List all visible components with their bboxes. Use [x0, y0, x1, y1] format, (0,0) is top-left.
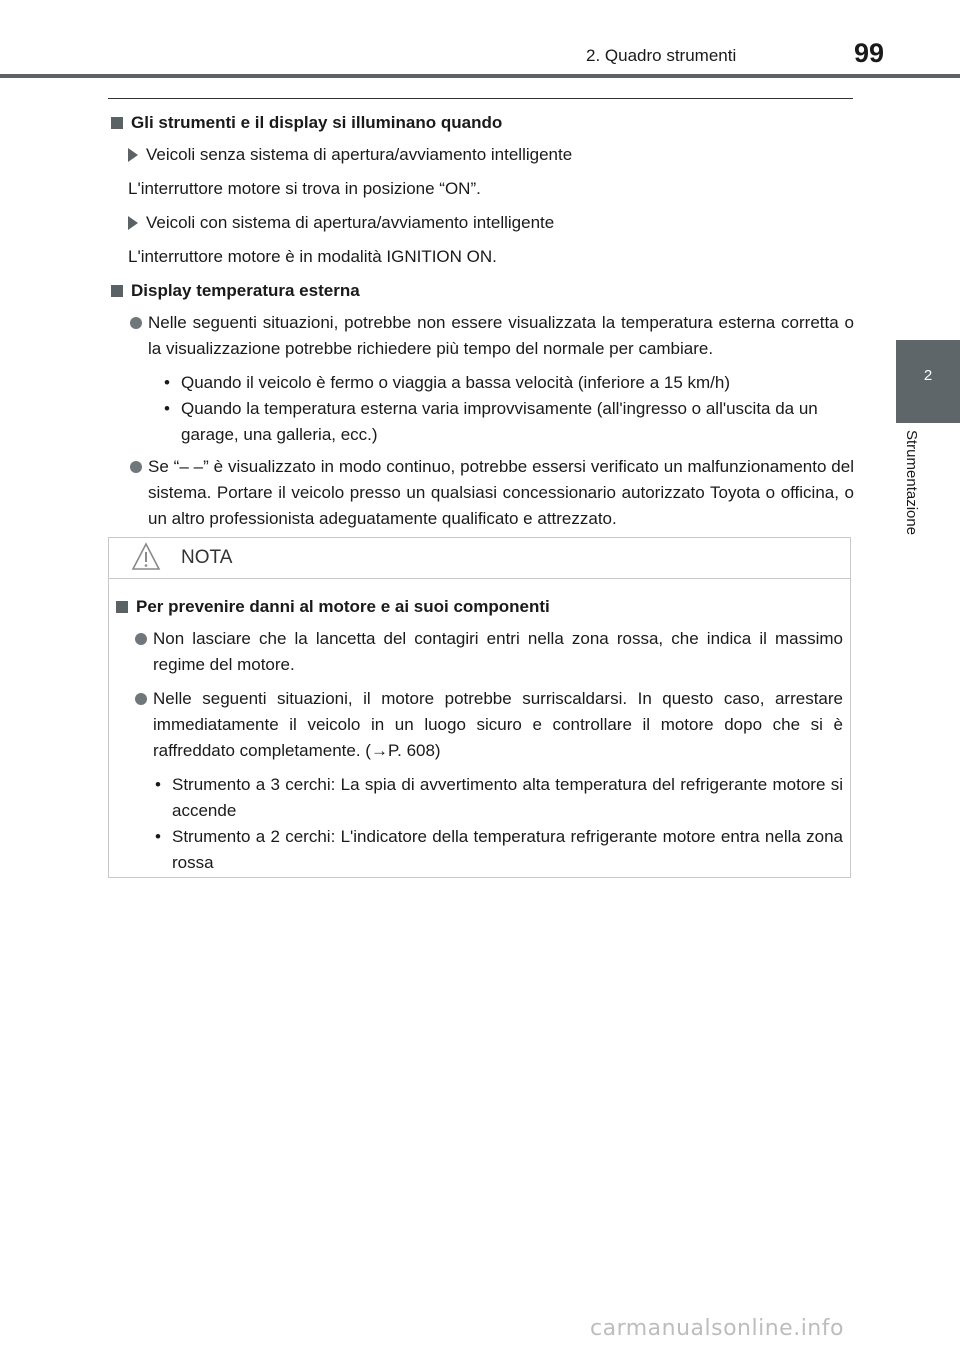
paragraph: L'interruttore motore è in modalità IGNITION ON. — [128, 247, 497, 266]
heading-text: Display temperatura esterna — [131, 281, 360, 300]
main-content — [108, 110, 854, 540]
page-number: 99 — [854, 38, 885, 68]
square-bullet-icon — [111, 117, 123, 129]
bullet-text: Quando il veicolo è fermo o viaggia a bassa velocità (inferiore a 15 km/h) — [181, 373, 731, 392]
bullet-text: Quando la temperatura esterna varia improvvisamente (all'ingresso o all'uscita da un garage, una galleria, ecc.) — [181, 399, 818, 444]
section-heading — [113, 594, 843, 620]
list-item — [108, 210, 854, 236]
warning-triangle-icon — [131, 542, 161, 572]
circle-bullet-icon — [135, 633, 147, 645]
circle-bullet-icon — [130, 317, 142, 329]
list-item — [113, 686, 843, 764]
heading-text: Per prevenire danni al motore e ai suoi componenti — [136, 597, 550, 616]
header-bar — [0, 74, 960, 78]
chapter-label: Strumentazione — [903, 430, 920, 536]
list-item — [108, 142, 854, 168]
arrow-right-icon — [128, 148, 138, 162]
circle-bullet-icon — [135, 693, 147, 705]
bullet-item: • Quando il veicolo è fermo o viaggia a bassa velocità (inferiore a 15 km/h) — [164, 370, 854, 396]
watermark: carmanualsonline.info — [590, 1316, 844, 1341]
item-text: Non lasciare che la lancetta del contagiri entri nella zona rossa, che indica il massimo regime del motore. — [153, 629, 843, 674]
square-bullet-icon — [116, 601, 128, 613]
bullet-item: • Quando la temperatura esterna varia improvvisamente (all'ingresso o all'uscita da un garage, una galleria, ecc.) — [164, 396, 854, 448]
list-item — [113, 626, 843, 678]
bullet-item: • Strumento a 2 cerchi: L'indicatore della temperatura refrigerante motore entra nella zona rossa — [155, 824, 843, 876]
nota-box — [108, 537, 851, 878]
item-text: Se “– –” è visualizzato in modo continuo, potrebbe essersi verificato un malfunzionamento del sistema. Portare il veicolo presso un qualsiasi concessionario autorizzato Toyota o officina, o un altro professionista adeguatamente qualificato e attrezzato. — [148, 457, 854, 528]
list-item — [108, 454, 854, 532]
nota-header — [109, 538, 850, 579]
heading-text: Gli strumenti e il display si illuminano quando — [131, 113, 503, 132]
square-bullet-icon — [111, 285, 123, 297]
nota-body — [113, 594, 843, 882]
arrow-right-icon — [128, 216, 138, 230]
section-heading — [108, 278, 854, 304]
bullet-list — [108, 370, 854, 448]
item-text: Nelle seguenti situazioni, potrebbe non essere visualizzata la temperatura esterna corretta o la visualizzazione potrebbe richiedere più tempo del normale per cambiare. — [148, 313, 854, 358]
chapter-number: 2 — [923, 367, 933, 384]
circle-bullet-icon — [130, 461, 142, 473]
section-title: 2. Quadro strumenti — [586, 46, 737, 65]
nota-title: NOTA — [181, 547, 233, 568]
bullet-text: Strumento a 3 cerchi: La spia di avvertimento alta temperatura del refrigerante motore si accende — [172, 775, 843, 820]
item-text: Nelle seguenti situazioni, il motore potrebbe surriscaldarsi. In questo caso, arrestare immediatamente il veicolo in un luogo sicuro e controllare il motore dopo che si è raffreddato completamente. (→P. 608) — [153, 689, 843, 760]
item-text: Veicoli senza sistema di apertura/avviamento intelligente — [146, 145, 573, 164]
bullet-item: • Strumento a 3 cerchi: La spia di avvertimento alta temperatura del refrigerante motore si accende — [155, 772, 843, 824]
item-text: Veicoli con sistema di apertura/avviamento intelligente — [146, 213, 555, 232]
list-item — [108, 310, 854, 362]
divider — [108, 98, 853, 99]
paragraph: L'interruttore motore si trova in posizione “ON”. — [128, 179, 481, 198]
bullet-list — [113, 772, 843, 876]
bullet-text: Strumento a 2 cerchi: L'indicatore della temperatura refrigerante motore entra nella zona rossa — [172, 827, 843, 872]
section-heading — [108, 110, 854, 136]
